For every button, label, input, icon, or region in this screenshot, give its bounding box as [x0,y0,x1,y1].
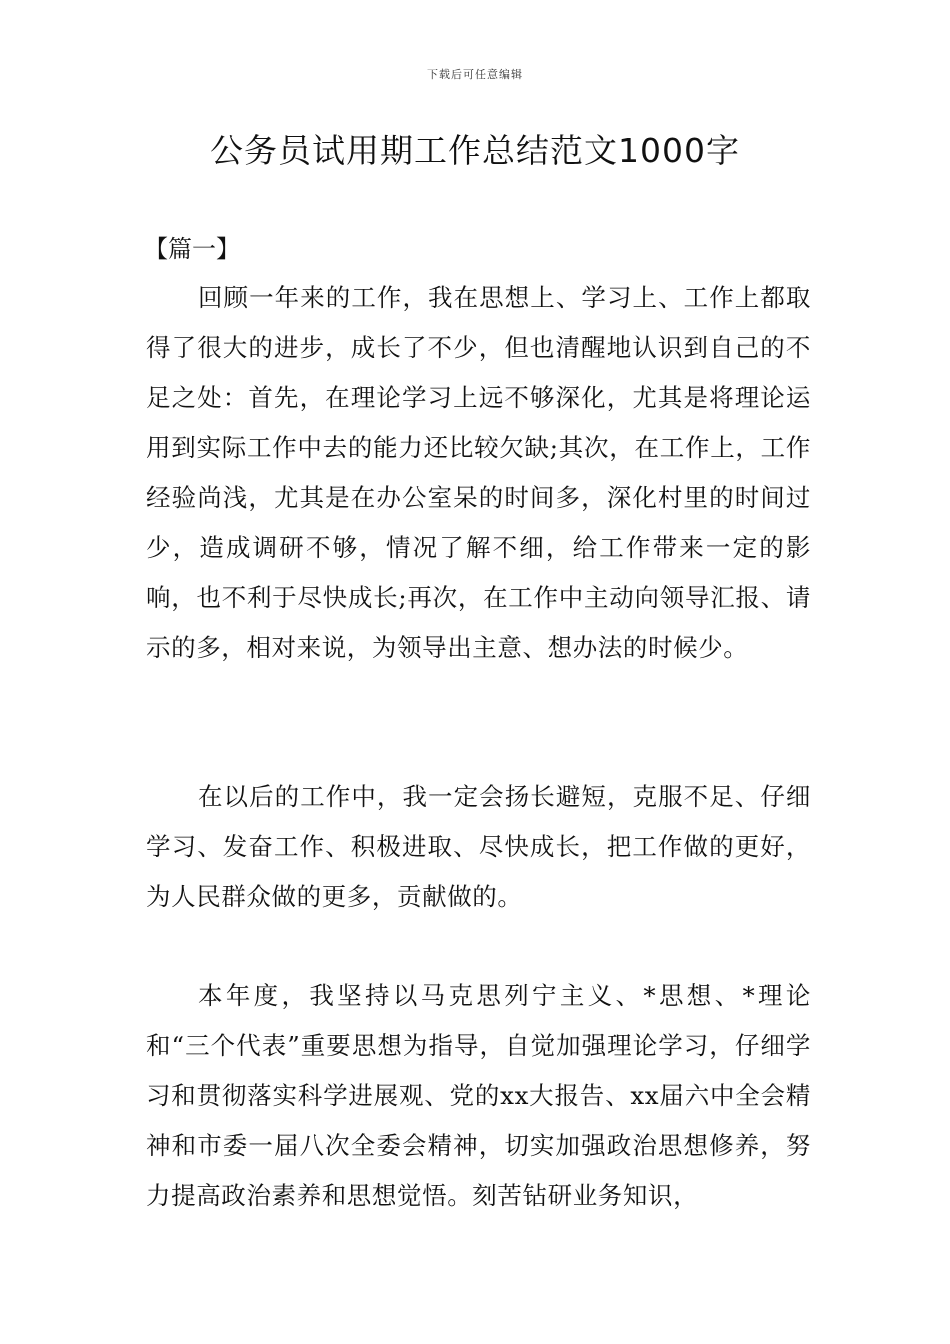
body-paragraph: 本年度，我坚持以马克思列宁主义、*思想、*理论和“三个代表”重要思想为指导，自觉加强理论学习，仔细学习和贯彻落实科学进展观、党的xx大报告、xx届六中全会精神和市委一届八次全委会精神，切实加强政治思想修养，努力提高政治素养和思想觉悟。刻苦钻研业务知识， [146,981,811,1210]
body-paragraph: 回顾一年来的工作，我在思想上、学习上、工作上都取得了很大的进步，成长了不少，但也清醒地认识到自己的不足之处：首先，在理论学习上远不够深化，尤其是将理论运用到实际工作中去的能力还比较欠缺;其次，在工作上，工作经验尚浅，尤其是在办公室呆的时间多，深化村里的时间过少，造成调研不够，情况了解不细，给工作带来一定的影响，也不利于尽快成长;再次，在工作中主动向领导汇报、请示的多，相对来说，为领导出主意、想办法的时候少。 [146,283,811,662]
header-note: 下载后可任意编辑 [427,68,523,81]
body-paragraph: 在以后的工作中，我一定会扬长避短，克服不足、仔细学习、发奋工作、积极进取、尽快成长，把工作做的更好，为人民群众做的更多，贡献做的。 [146,782,811,911]
document-title: 公务员试用期工作总结范文1000字 [210,131,740,170]
section-label: 【篇一】 [144,235,240,263]
